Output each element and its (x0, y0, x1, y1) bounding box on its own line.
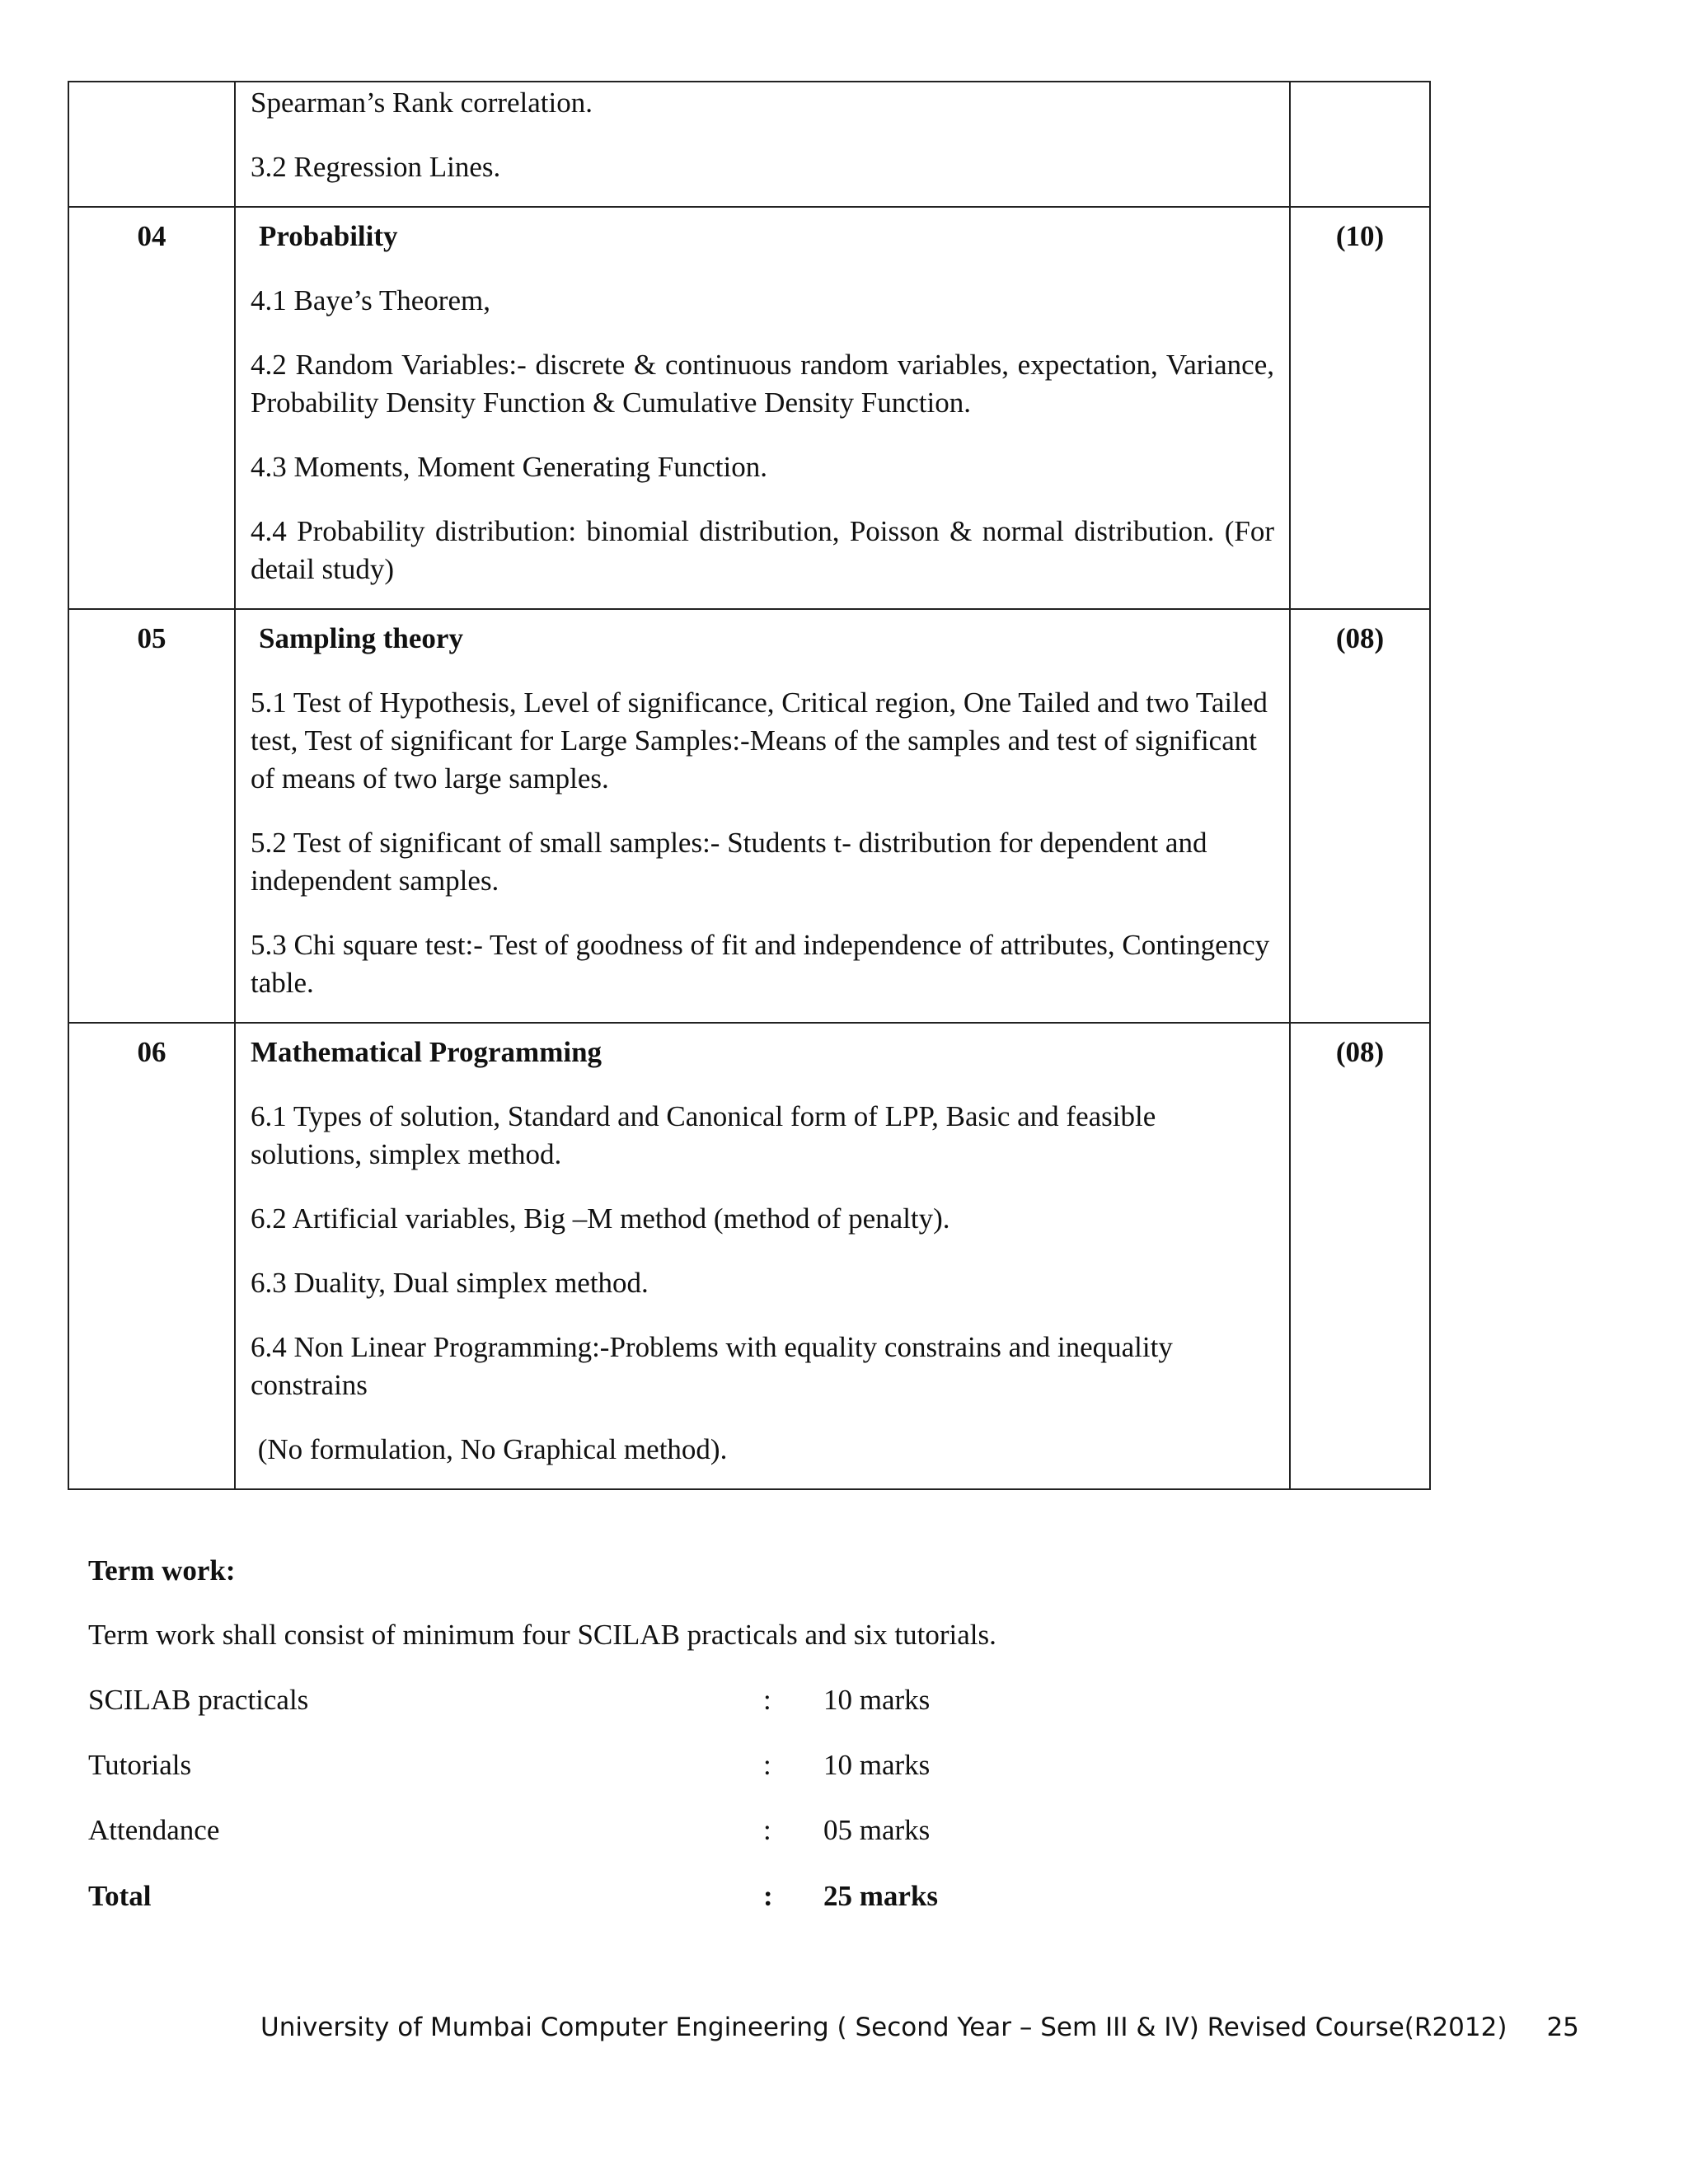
marks-row-tutorials (88, 1749, 1077, 1790)
topic-item: 6.1 Types of solution, Standard and Canonical form of LPP, Basic and feasible solutions, simplex method. (251, 1100, 1156, 1170)
marks-separator: : (763, 1880, 773, 1912)
term-work-description: Term work shall consist of minimum four SCILAB practicals and six tutorials. (88, 1619, 996, 1651)
topic-item: 5.2 Test of significant of small samples:- Students t- distribution for dependent and independent samples. (251, 827, 1207, 897)
module-hours (1290, 82, 1430, 207)
table-row-module-03-continued (68, 82, 1430, 207)
module-number: 05 (68, 609, 235, 1023)
module-content (235, 82, 1290, 207)
topic-item: 6.2 Artificial variables, Big –M method (method of penalty). (251, 1202, 950, 1235)
page-footer (260, 2013, 1579, 2042)
module-hours: (10) (1290, 207, 1430, 609)
term-work-heading: Term work: (88, 1554, 236, 1586)
page-number: 25 (1546, 2013, 1579, 2042)
module-number (68, 82, 235, 207)
module-hours: (08) (1290, 609, 1430, 1023)
topic-item: 4.4 Probability distribution: binomial distribution, Poisson & normal distribution. (For detail study) (251, 515, 1274, 585)
module-number: 06 (68, 1023, 235, 1489)
table-row-module-06 (68, 1023, 1430, 1489)
module-title: Sampling theory (259, 622, 463, 654)
marks-label: SCILAB practicals (88, 1684, 309, 1716)
topic-item: Spearman’s Rank correlation. (251, 87, 593, 119)
marks-separator: : (763, 1684, 771, 1716)
marks-separator: : (763, 1814, 771, 1846)
footer-text: University of Mumbai Computer Engineering ( Second Year – Sem III & IV) Revised Course(R2012) (260, 2013, 1507, 2042)
marks-label: Attendance (88, 1814, 220, 1846)
marks-value: 25 marks (823, 1880, 939, 1912)
topic-item: (No formulation, No Graphical method). (251, 1433, 728, 1465)
module-content (235, 207, 1290, 609)
topic-item: 6.4 Non Linear Programming:-Problems with equality constrains and inequality constrains (251, 1331, 1173, 1401)
marks-row-scilab (88, 1684, 1077, 1725)
table-row-module-04 (68, 207, 1430, 609)
module-title: Probability (259, 220, 398, 252)
topic-item: 4.1 Baye’s Theorem, (251, 284, 490, 316)
module-title: Mathematical Programming (251, 1036, 603, 1068)
marks-value: 05 marks (823, 1814, 931, 1846)
module-content (235, 609, 1290, 1023)
marks-label: Tutorials (88, 1749, 192, 1781)
marks-separator: : (763, 1749, 771, 1781)
topic-item: 6.3 Duality, Dual simplex method. (251, 1267, 649, 1299)
marks-row-attendance (88, 1814, 1077, 1855)
topic-item: 5.3 Chi square test:- Test of goodness of fit and independence of attributes, Contingency table. (251, 929, 1270, 999)
topic-item: 4.2 Random Variables:- discrete & continuous random variables, expectation, Variance, Probability Density Function & Cumulative Density Function. (251, 349, 1274, 419)
module-hours: (08) (1290, 1023, 1430, 1489)
table-row-module-05 (68, 609, 1430, 1023)
marks-label: Total (88, 1880, 152, 1912)
marks-value: 10 marks (823, 1749, 931, 1781)
topic-item: 5.1 Test of Hypothesis, Level of significance, Critical region, One Tailed and two Tailed test, Test of significant for Large Samples:-Means of the samples and test of significant of means of two large samples. (251, 687, 1268, 794)
module-content (235, 1023, 1290, 1489)
marks-value: 10 marks (823, 1684, 931, 1716)
topic-item: 4.3 Moments, Moment Generating Function. (251, 451, 768, 483)
module-number: 04 (68, 207, 235, 609)
marks-row-total (88, 1880, 1077, 1921)
topic-item: 3.2 Regression Lines. (251, 151, 501, 183)
syllabus-table (68, 81, 1431, 1490)
